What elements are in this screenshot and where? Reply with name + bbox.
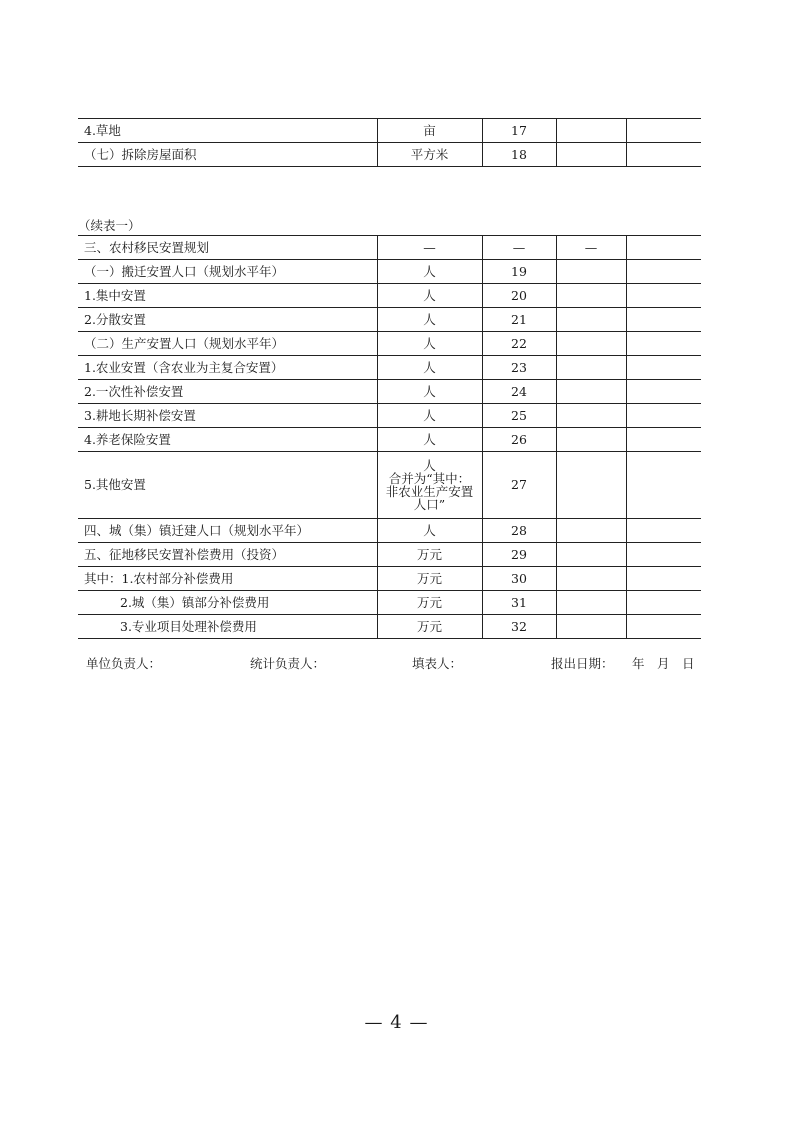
row-item: （七）拆除房屋面积 bbox=[78, 143, 377, 167]
row-code: 19 bbox=[482, 260, 556, 284]
table-row bbox=[78, 428, 701, 452]
row-code: 27 bbox=[482, 452, 556, 519]
row-cell bbox=[556, 260, 626, 284]
row-unit: — bbox=[377, 236, 482, 260]
row-unit: 万元 bbox=[377, 567, 482, 591]
row-code: 23 bbox=[482, 356, 556, 380]
row-cell bbox=[626, 543, 701, 567]
row-unit: 平方米 bbox=[377, 143, 482, 167]
row-cell bbox=[556, 591, 626, 615]
table-row bbox=[78, 260, 701, 284]
row-cell bbox=[626, 308, 701, 332]
table-row bbox=[78, 284, 701, 308]
table-row bbox=[78, 308, 701, 332]
page-number: — 4 — bbox=[364, 1012, 429, 1033]
row-code: 31 bbox=[482, 591, 556, 615]
row-code: 18 bbox=[482, 143, 556, 167]
row-item: 三、农村移民安置规划 bbox=[78, 236, 377, 260]
row-cell bbox=[626, 452, 701, 519]
row-cell bbox=[556, 119, 626, 143]
row-cell bbox=[556, 404, 626, 428]
row-code: 30 bbox=[482, 567, 556, 591]
row-item: 四、城（集）镇迁建人口（规划水平年） bbox=[78, 519, 377, 543]
row-cell bbox=[626, 615, 701, 639]
row-code: 26 bbox=[482, 428, 556, 452]
row-cell bbox=[556, 567, 626, 591]
report-date-label: 报出日期： bbox=[551, 656, 614, 671]
row-item: 4.养老保险安置 bbox=[78, 428, 377, 452]
row-cell bbox=[626, 567, 701, 591]
row-item: 2.城（集）镇部分补偿费用 bbox=[78, 591, 377, 615]
row-cell bbox=[556, 519, 626, 543]
row-code: 24 bbox=[482, 380, 556, 404]
row-item: 3.专业项目处理补偿费用 bbox=[78, 615, 377, 639]
month-label: 月 bbox=[657, 656, 670, 671]
row-unit: 人 bbox=[377, 380, 482, 404]
table-top bbox=[78, 118, 701, 167]
row-code: 17 bbox=[482, 119, 556, 143]
row-code: — bbox=[482, 236, 556, 260]
row-unit: 人 bbox=[377, 308, 482, 332]
row-unit: 万元 bbox=[377, 615, 482, 639]
row-cell bbox=[556, 143, 626, 167]
table-row bbox=[78, 452, 701, 519]
row-cell bbox=[626, 380, 701, 404]
table-row bbox=[78, 567, 701, 591]
row-unit-cell bbox=[377, 452, 482, 519]
row-item: 其中：1.农村部分补偿费用 bbox=[78, 567, 377, 591]
table-row bbox=[78, 543, 701, 567]
row-cell bbox=[556, 380, 626, 404]
table-row bbox=[78, 356, 701, 380]
row-cell bbox=[626, 119, 701, 143]
unit-head-label: 单位负责人： bbox=[86, 656, 162, 671]
row-code: 20 bbox=[482, 284, 556, 308]
row-cell bbox=[556, 543, 626, 567]
row-cell bbox=[626, 404, 701, 428]
row-item: 5.其他安置 bbox=[78, 452, 377, 519]
row-code: 32 bbox=[482, 615, 556, 639]
row-code: 28 bbox=[482, 519, 556, 543]
row-cell bbox=[626, 591, 701, 615]
row-unit-note: 合并为“其中：非农业生产安置人口” bbox=[385, 471, 474, 512]
table-row bbox=[78, 519, 701, 543]
row-unit: 万元 bbox=[377, 591, 482, 615]
row-cell bbox=[556, 452, 626, 519]
row-cell bbox=[556, 284, 626, 308]
filler-label: 填表人： bbox=[412, 656, 463, 671]
row-item: 1.集中安置 bbox=[78, 284, 377, 308]
row-unit: 人 bbox=[377, 356, 482, 380]
table-row bbox=[78, 404, 701, 428]
row-cell bbox=[626, 260, 701, 284]
table-row bbox=[78, 236, 701, 260]
row-cell bbox=[626, 332, 701, 356]
row-item: 3.耕地长期补偿安置 bbox=[78, 404, 377, 428]
row-item: （一）搬迁安置人口（规划水平年） bbox=[78, 260, 377, 284]
table-row bbox=[78, 380, 701, 404]
stat-head-label: 统计负责人： bbox=[250, 656, 326, 671]
row-cell bbox=[626, 284, 701, 308]
row-unit: 人 bbox=[377, 260, 482, 284]
row-cell bbox=[556, 615, 626, 639]
row-cell bbox=[626, 143, 701, 167]
row-cell: — bbox=[556, 236, 626, 260]
row-item: （二）生产安置人口（规划水平年） bbox=[78, 332, 377, 356]
row-cell bbox=[626, 428, 701, 452]
day-label: 日 bbox=[682, 656, 695, 671]
table-row bbox=[78, 143, 701, 167]
row-cell bbox=[556, 308, 626, 332]
table-row bbox=[78, 332, 701, 356]
row-unit: 人 bbox=[377, 284, 482, 308]
row-unit: 万元 bbox=[377, 543, 482, 567]
row-item: 1.农业安置（含农业为主复合安置） bbox=[78, 356, 377, 380]
row-cell bbox=[556, 356, 626, 380]
row-cell bbox=[626, 356, 701, 380]
row-code: 25 bbox=[482, 404, 556, 428]
table-main bbox=[78, 235, 701, 639]
table-row bbox=[78, 119, 701, 143]
row-unit: 人 bbox=[377, 404, 482, 428]
row-cell bbox=[556, 332, 626, 356]
row-code: 22 bbox=[482, 332, 556, 356]
row-cell bbox=[626, 519, 701, 543]
table-row bbox=[78, 615, 701, 639]
row-item: 2.一次性补偿安置 bbox=[78, 380, 377, 404]
table-row bbox=[78, 591, 701, 615]
row-unit: 人 bbox=[423, 458, 436, 473]
row-unit: 人 bbox=[377, 332, 482, 356]
row-unit: 人 bbox=[377, 428, 482, 452]
year-label: 年 bbox=[632, 656, 645, 671]
row-unit: 亩 bbox=[377, 119, 482, 143]
continued-label: （续表一） bbox=[78, 218, 141, 233]
row-item: 4.草地 bbox=[78, 119, 377, 143]
row-code: 21 bbox=[482, 308, 556, 332]
row-cell bbox=[556, 428, 626, 452]
row-code: 29 bbox=[482, 543, 556, 567]
row-item: 2.分散安置 bbox=[78, 308, 377, 332]
row-cell bbox=[626, 236, 701, 260]
row-item: 五、征地移民安置补偿费用（投资） bbox=[78, 543, 377, 567]
row-unit: 人 bbox=[377, 519, 482, 543]
